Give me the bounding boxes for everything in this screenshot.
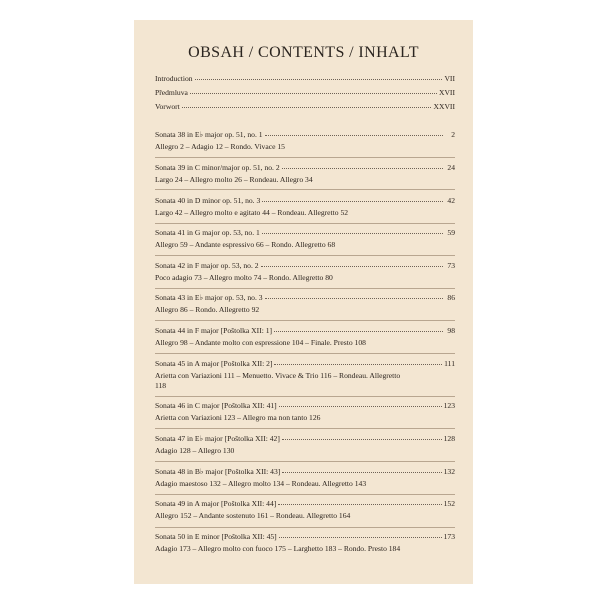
movements-list: Poco adagio 73 – Allegro molto 74 – Rondo. Allegretto 80 <box>155 273 333 282</box>
sonata-page: 86 <box>447 293 455 302</box>
movements-list: Arietta con Variazioni 123 – Allegro ma non tanto 126 <box>155 413 321 422</box>
dot-leader <box>274 358 442 365</box>
sonata-entry[interactable] <box>155 226 455 250</box>
movements-list: Allegro 59 – Andante espressivo 66 – Rondo. Allegretto 68 <box>155 240 336 249</box>
sonata-entry[interactable] <box>155 357 455 391</box>
dot-leader <box>278 498 441 505</box>
sonata-entry[interactable] <box>155 530 455 554</box>
dot-leader <box>265 129 443 136</box>
sonata-page: 128 <box>443 434 455 443</box>
dot-leader <box>274 325 443 332</box>
divider <box>155 353 455 354</box>
sonata-entry[interactable] <box>155 194 455 218</box>
movements-list: Adagio 173 – Allegro molto con fuoco 175 – Larghetto 183 – Rondo. Presto 184 <box>155 544 401 553</box>
toc-entry-page: XVII <box>438 88 455 97</box>
sonata-title: Sonata 46 in C major [Poštolka XII: 41] <box>155 401 277 410</box>
movements-list: Adagio 128 – Allegro 130 <box>155 446 235 455</box>
toc-entry-page: VII <box>444 74 455 83</box>
page-title: OBSAH / CONTENTS / INHALT <box>188 44 419 61</box>
movements-list: Adagio maestoso 132 – Allegro molto 134 – Rondeau. Allegretto 143 <box>155 479 367 488</box>
sonata-page: 59 <box>447 228 455 237</box>
contents-page <box>134 20 473 584</box>
intro-list <box>155 72 455 114</box>
sonata-entry[interactable] <box>155 291 455 315</box>
movements-list: Allegro 98 – Andante molto con espressione 104 – Finale. Presto 108 <box>155 338 366 347</box>
sonata-title: Sonata 42 in F major op. 53, no. 2 <box>155 261 259 270</box>
sonata-page: 73 <box>447 261 455 270</box>
sonata-entry[interactable] <box>155 432 455 456</box>
divider <box>155 461 455 462</box>
dot-leader <box>282 433 442 440</box>
movements-list: Largo 42 – Allegro molto e agitato 44 – Rondeau. Allegretto 52 <box>155 208 349 217</box>
toc-entry-introduction[interactable] <box>155 72 455 86</box>
dot-leader <box>262 227 443 234</box>
sonata-entry[interactable] <box>155 259 455 283</box>
divider <box>155 157 455 158</box>
sonata-title: Sonata 48 in B♭ major [Poštolka XII: 43] <box>155 467 281 476</box>
movements-list: Allegro 86 – Rondo. Allegretto 92 <box>155 305 260 314</box>
divider <box>155 223 455 224</box>
dot-leader <box>182 101 432 108</box>
divider <box>155 494 455 495</box>
divider <box>155 396 455 397</box>
toc-entry-label: Vorwort <box>155 102 180 111</box>
toc-entry-predmluva[interactable] <box>155 86 455 100</box>
sonata-title: Sonata 47 in E♭ major [Poštolka XII: 42] <box>155 434 280 443</box>
sonata-title: Sonata 43 in E♭ major op. 53, no. 3 <box>155 293 263 302</box>
sonata-entry[interactable] <box>155 399 455 423</box>
sonata-page: 132 <box>443 467 455 476</box>
sonata-title: Sonata 45 in A major [Poštolka XII: 2] <box>155 359 273 368</box>
dot-leader <box>262 195 443 202</box>
divider <box>155 320 455 321</box>
sonata-entry[interactable] <box>155 128 455 152</box>
sonata-entry[interactable] <box>155 465 455 489</box>
sonata-entry[interactable] <box>155 324 455 348</box>
sonata-page: 98 <box>447 326 455 335</box>
divider <box>155 428 455 429</box>
toc-entry-vorwort[interactable] <box>155 100 455 114</box>
divider <box>155 527 455 528</box>
movements-list: Arietta con Variazioni 111 – Menuetto. Vivace & Trio 116 – Rondeau. Allegretto 118 <box>155 371 401 390</box>
sonata-page: 173 <box>443 532 455 541</box>
toc-entry-label: Introduction <box>155 74 193 83</box>
dot-leader <box>282 162 443 169</box>
sonata-title: Sonata 41 in G major op. 53, no. 1 <box>155 228 260 237</box>
sonata-page: 24 <box>447 163 455 172</box>
dot-leader <box>190 87 437 94</box>
divider <box>155 189 455 190</box>
sonata-page: 42 <box>447 196 455 205</box>
toc-entry-label: Předmluva <box>155 88 188 97</box>
sonata-title: Sonata 49 in A major [Poštolka XII: 44] <box>155 499 277 508</box>
sonata-page: 152 <box>443 499 455 508</box>
sonata-page: 2 <box>451 130 455 139</box>
sonata-title: Sonata 38 in E♭ major op. 51, no. 1 <box>155 130 263 139</box>
dot-leader <box>265 292 443 299</box>
sonata-title: Sonata 39 in C minor/major op. 51, no. 2 <box>155 163 280 172</box>
divider <box>155 255 455 256</box>
sonata-title: Sonata 44 in F major [Poštolka XII: 1] <box>155 326 273 335</box>
sonata-page: 111 <box>444 359 455 368</box>
dot-leader <box>279 531 442 538</box>
sonata-entry[interactable] <box>155 161 455 185</box>
sonata-entry[interactable] <box>155 497 455 521</box>
movements-list: Allegro 152 – Andante sostenuto 161 – Rondeau. Allegretto 164 <box>155 511 351 520</box>
movements-list: Largo 24 – Allegro molto 26 – Rondeau. Allegro 34 <box>155 175 313 184</box>
movements-list: Allegro 2 – Adagio 12 – Rondo. Vivace 15 <box>155 142 285 151</box>
dot-leader <box>261 260 443 267</box>
sonata-page: 123 <box>443 401 455 410</box>
toc-entry-page: XXVII <box>433 102 455 111</box>
dot-leader <box>195 73 443 80</box>
dot-leader <box>279 400 442 407</box>
divider <box>155 288 455 289</box>
dot-leader <box>282 466 441 473</box>
sonata-title: Sonata 50 in E minor [Poštolka XII: 45] <box>155 532 277 541</box>
sonata-title: Sonata 40 in D minor op. 51, no. 3 <box>155 196 261 205</box>
